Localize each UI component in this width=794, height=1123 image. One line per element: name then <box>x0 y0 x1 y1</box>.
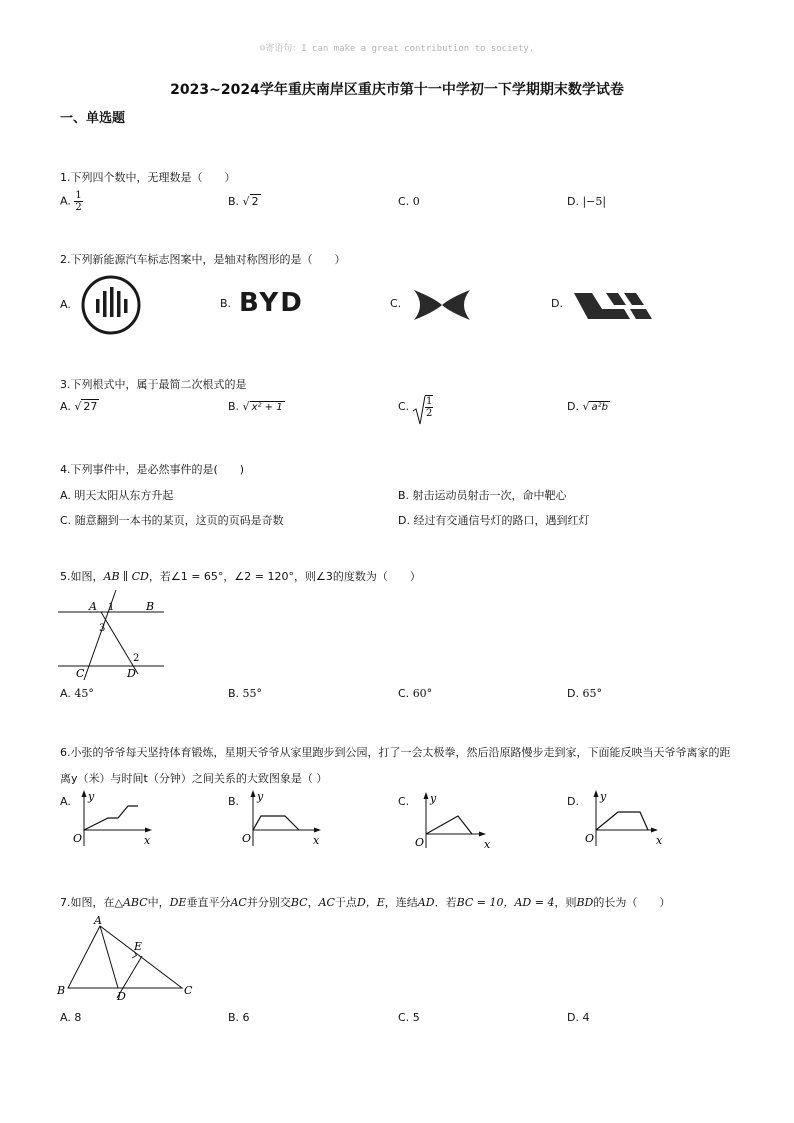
option-letter: B. <box>228 195 240 208</box>
option-letter: A. <box>60 194 71 208</box>
origin-label: O <box>73 832 83 845</box>
option-letter: A. <box>60 687 71 700</box>
q4-option-a[interactable] <box>60 487 173 503</box>
q5-option-c[interactable] <box>398 687 432 700</box>
option-letter: C. <box>398 795 410 808</box>
graph-a <box>72 788 154 850</box>
fraction: $\frac{1}{2}$ <box>426 396 433 419</box>
q6-option-a[interactable] <box>60 795 71 808</box>
q1-option-a[interactable] <box>60 190 83 213</box>
page-title: 2023~2024学年重庆南岸区重庆市第十一中学初一下学期期末数学试卷 <box>170 82 624 98</box>
axis-y-label: y <box>430 792 437 805</box>
q4-option-c[interactable] <box>60 512 284 528</box>
option-letter: A. <box>60 400 71 413</box>
option-letter: C. <box>398 195 410 208</box>
q5-option-b[interactable] <box>228 687 262 700</box>
watermark: ☺寄语句：I can make a great contribution to society. <box>259 44 535 54</box>
option-letter: B. <box>228 687 240 700</box>
axis-y-label: y <box>600 790 607 803</box>
label-A: A <box>89 600 97 613</box>
byd-logo: BYD <box>239 288 304 318</box>
option-letter: C. <box>398 400 410 413</box>
label-D: D <box>117 990 126 1003</box>
axis-x-label: x <box>656 834 663 847</box>
q5-option-d[interactable] <box>567 687 602 700</box>
axis-y-label: y <box>257 790 264 803</box>
option-letter: D. <box>567 195 579 208</box>
question-6-stem-line2: 离y（米）与时间t（分钟）之间关系的大致图象是（ ） <box>60 772 328 785</box>
q4-option-b[interactable] <box>398 487 567 503</box>
label-B: B <box>146 600 155 613</box>
axis-x-label: x <box>313 834 320 847</box>
sqrt-icon: √ <box>242 400 250 413</box>
label-C: C <box>184 984 193 997</box>
label-B: B <box>57 984 66 997</box>
q2-option-d[interactable] <box>551 297 563 310</box>
radicand: 27 <box>83 400 98 413</box>
option-text: 0 <box>412 195 420 208</box>
option-text: 65° <box>582 687 602 700</box>
option-text: 经过有交通信号灯的路口，遇到红灯 <box>413 514 590 527</box>
label-angle-2: 2 <box>133 653 140 664</box>
q7-option-d[interactable] <box>567 1011 589 1024</box>
option-letter: B. <box>228 400 240 413</box>
option-letter: B. <box>220 297 232 310</box>
option-letter: D. <box>567 400 579 413</box>
option-text: 45° <box>74 687 94 700</box>
option-letter: B. <box>398 489 410 502</box>
q7-option-b[interactable] <box>228 1011 250 1024</box>
option-text: 55° <box>242 687 263 700</box>
option-letter: A. <box>60 298 71 311</box>
sqrt-icon: √ <box>74 400 82 413</box>
label-D: D <box>127 667 136 680</box>
q7-option-a[interactable] <box>60 1011 81 1024</box>
question-6-stem-line1: 6.小张的爷爷每天坚持体育锻炼，星期天爷爷从家里跑步到公园，打了一会太极拳，然后沿原路慢步走到家，下面能反映当天爷爷离家的距 <box>60 746 731 759</box>
option-letter: C. <box>398 1011 410 1024</box>
axis-x-label: x <box>144 834 151 847</box>
option-letter: B. <box>228 795 240 808</box>
label-angle-3: 3 <box>99 623 106 634</box>
q7-option-c[interactable] <box>398 1011 420 1024</box>
q5-option-a[interactable] <box>60 687 94 700</box>
option-letter: C. <box>390 297 402 310</box>
q6-option-c[interactable] <box>398 795 409 808</box>
option-text: 60° <box>412 687 433 700</box>
origin-label: O <box>585 832 595 845</box>
section-heading: 一、单选题 <box>60 111 126 126</box>
option-text: 射击运动员射击一次，命中靶心 <box>412 489 567 502</box>
q6-option-d[interactable] <box>567 795 579 808</box>
option-letter: C. <box>60 514 72 527</box>
option-text: |−5| <box>582 195 607 208</box>
option-text: 6 <box>242 1011 250 1024</box>
question-5-stem: 5.如图，AB ∥ CD，若∠1 = 65°，∠2 = 120°，则∠3的度数为（ ） <box>60 570 421 583</box>
q4-option-d[interactable] <box>398 512 589 528</box>
q1-option-c[interactable] <box>398 195 420 208</box>
question-3-stem: 3.下列根式中，属于最简二次根式的是 <box>60 378 247 391</box>
sqrt-icon <box>412 395 426 425</box>
origin-label: O <box>242 832 252 845</box>
question-2-stem: 2.下列新能源汽车标志图案中，是轴对称图形的是（ ） <box>60 253 346 266</box>
question-7-stem: 7.如图，在△ABC中，DE垂直平分AC并分别交BC，AC于点D，E，连结AD．若BC = 10，AD = 4，则BD的长为（ ） <box>60 896 671 909</box>
q3-option-d[interactable] <box>567 400 610 413</box>
xpeng-x-logo-icon <box>412 288 472 322</box>
label-C: C <box>76 667 85 680</box>
graph-c <box>414 790 496 852</box>
question-4-stem: 4.下列事件中，是必然事件的是( ) <box>60 463 245 476</box>
graph-d <box>584 788 666 850</box>
option-letter: A. <box>60 1011 71 1024</box>
q1-option-d[interactable] <box>567 195 606 208</box>
option-letter: D. <box>398 514 410 527</box>
circle-bars-logo-icon <box>80 275 142 335</box>
option-letter: D. <box>567 795 579 808</box>
radicand: 2 <box>251 195 259 208</box>
option-letter: D. <box>567 687 579 700</box>
triangle-figure <box>54 912 200 1004</box>
label-A: A <box>94 914 102 927</box>
radicand: a²b <box>591 402 608 413</box>
option-letter: D. <box>567 1011 579 1024</box>
sqrt-icon: √ <box>242 195 250 208</box>
fraction: $\frac{1}{2}$ <box>75 190 82 213</box>
q6-option-b[interactable] <box>228 795 239 808</box>
option-text: 8 <box>74 1011 82 1024</box>
question-1-stem: 1.下列四个数中，无理数是（ ） <box>60 171 236 184</box>
label-E: E <box>134 940 143 953</box>
option-letter: A. <box>60 795 71 808</box>
slanted-blocks-logo-icon <box>572 289 652 323</box>
label-angle-1: 1 <box>108 602 115 613</box>
radicand: x² + 1 <box>251 402 283 413</box>
option-text: 明天太阳从东方升起 <box>74 489 174 502</box>
option-letter: B. <box>228 1011 240 1024</box>
sqrt-icon: √ <box>582 400 590 413</box>
q3-option-a[interactable] <box>60 400 99 413</box>
option-letter: A. <box>60 489 71 502</box>
option-letter: D. <box>551 297 563 310</box>
q1-option-b[interactable] <box>228 195 261 208</box>
q2-option-a[interactable] <box>60 298 71 311</box>
q2-option-b[interactable] <box>220 297 231 310</box>
q2-option-c[interactable] <box>390 297 401 310</box>
axis-y-label: y <box>88 790 95 803</box>
option-letter: C. <box>398 687 410 700</box>
axis-x-label: x <box>484 838 491 851</box>
origin-label: O <box>415 836 425 849</box>
q3-option-c[interactable] <box>398 400 409 413</box>
option-text: 5 <box>412 1011 420 1024</box>
graph-b <box>241 788 323 850</box>
option-text: 随意翻到一本书的某页，这页的页码是奇数 <box>74 514 284 527</box>
parallel-lines-figure <box>56 588 168 684</box>
q3-option-b[interactable] <box>228 400 285 413</box>
option-text: 4 <box>582 1011 590 1024</box>
